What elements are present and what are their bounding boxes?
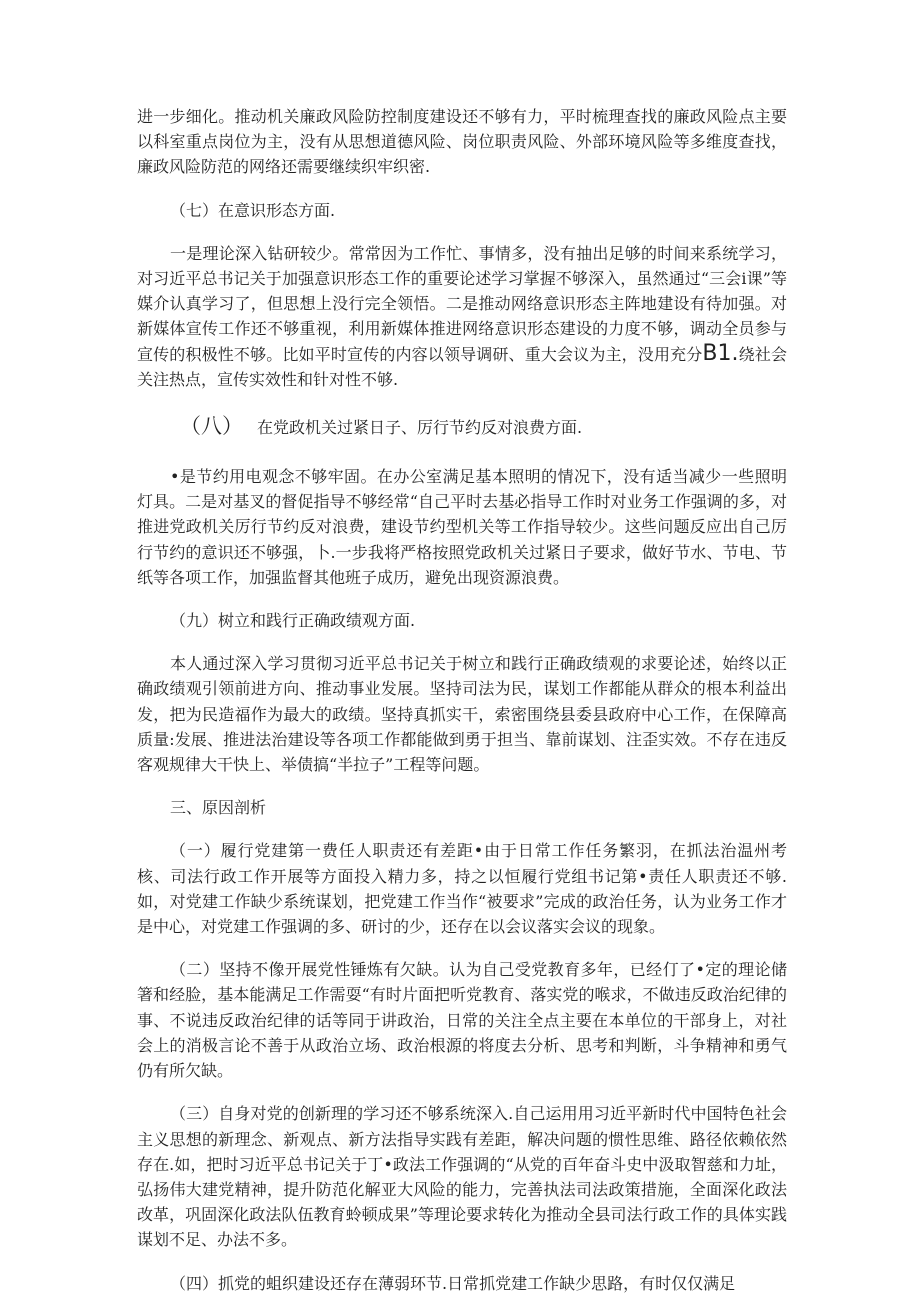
section-heading-9: （九）树立和践行正确政绩观方面. xyxy=(170,611,416,631)
paragraph-continuation: 进一步细化。推动机关廉政风险防控制度建设还不够有力，平时梳理查找的廉政风险点主要以科室重点岗位为主，没有从思想道德风险、岗位职责风险、外部环境风险等多维度查找，廉政风险防范的网络还需要继续织牢织密. xyxy=(137,107,787,177)
document-body xyxy=(137,104,787,1296)
paragraph-ideology-text-a: 一是理论深入钻研较少。常常因为工作忙、事情多，没有抽出足够的时间来系统学习，对习近平总书记关于加强意识形态工作的重要论述学习掌握不够深入，虽然通过“三会i课”等媒介认真学习了，但思想上没行完全领悟。二是推动网络意识形态主阵地建设有待加强。对新媒体宣传工作还不够重视，利用新媒体推进网络意识形态建设的力度不够，调动全员参与宣传的积极性不够。比如平时宣传的内容以领导调研、重大会议为主，没用充分 xyxy=(137,243,787,364)
section-heading-7: （七）在意识形态方面. xyxy=(170,200,336,220)
ocr-artifact-b1: B1. xyxy=(702,340,739,366)
paragraph-achievement: 本人通过深入学习贯彻习近平总书记关于树立和践行正确政绩观的求要论述，始终以正确政绩观引领前进方向、推动事业发展。坚持司法为民，谋划工作都能从群众的根本利益出发，把为民造福作为最大的政绩。坚持真抓实干，索密围绕县委县政府中心工作，在保障高质量:发展、推进法治建设等各项工作都能做到勇于担当、靠前谋划、注歪实效。不存在违反客观规律大干快上、举债搞“半拉子”工程等问题。 xyxy=(137,654,787,775)
paragraph-cause-3: （三）自身对党的创新理的学习还不够系统深入.自己运用用习近平新时代中国特色社会主义思想的新理念、新观点、新方法指导实践有差距，解决问题的惯性思维、路径依赖依然存在.如，把时习近平总书记关于丁•政法工作强调的“从党的百年奋斗史中汲取智慈和力址，弘扬伟大建党精神，提升防范化解亚大风险的能力，完善执法司法政策措施，全面深化政法改革，巩固深化政法队伍教育蛉顿成果”等理论要求转化为推动全县司法行政工作的具体实践谋划不足、办法不多。 xyxy=(137,1104,787,1250)
section-heading-8 xyxy=(137,411,787,443)
paragraph-cause-2: （二）坚持不像开展党性锤炼有欠缺。认为自己受党教育多年，已经仃了•定的理论储箸和经脸，基本能满足工作需耍“有时片面把听党教育、落实党的喉求，不做违反政治纪律的事、不说违反政治纪律的话等同于讲政治，日常的关注全点主要在本单位的干部身上，对社会上的消极言论不善于从政治立场、政治根源的将度去分析、思考和判断，斗争精神和勇气仍有所欠缺。 xyxy=(137,960,787,1081)
paragraph-ideology xyxy=(137,241,787,392)
section-heading-8-number: （八） xyxy=(180,414,243,439)
section-heading-3: 三、原因剖析 xyxy=(170,798,267,818)
section-heading-8-text: 在党政机关过紧日子、厉行节约反对浪费方面. xyxy=(257,418,583,438)
paragraph-cause-1: （一）履行党建第一费任人职责还有差距•由于日常工作任务繁羽，在抓法治温州考核、司法行政工作开展等方面投入精力多，持之以恒履行党组书记第•责任人职责还不够.如，对党建工作缺少系统谋划，把党建工作当作“被要求”完成的政治任务，认为业务工作才是中心，对党建工作强调的多、研讨的少，还存在以会议落实会议的现象。 xyxy=(137,841,787,937)
paragraph-cause-4: （四）抓党的蛆织建设还存在薄弱环节.日常抓党建工作缺少思路，有时仅仅满足 xyxy=(170,1273,736,1293)
paragraph-frugality: •是节约用电观念不够牢固。在办公室满足基本照明的情况下，没有适当减少一些照明灯具。二是对基叉的督促指导不够经常“自己平时去基必指导工作时对业务工作强调的多，对推进党政机关厉行节约反对浪费，建设节约型机关等工作指导较少。这些问题反应出自己厉行节约的意识还不够强，卜.一步我将严格按照党政机关过紧日子要求，做好节水、节电、节纸等各项工作，加强监督其他班子成历，避免出现资源浪费。 xyxy=(137,467,787,587)
paragraph-ideology-text-c: 绕社会关注热点，宣传实效性和针对性不够. xyxy=(137,344,787,389)
